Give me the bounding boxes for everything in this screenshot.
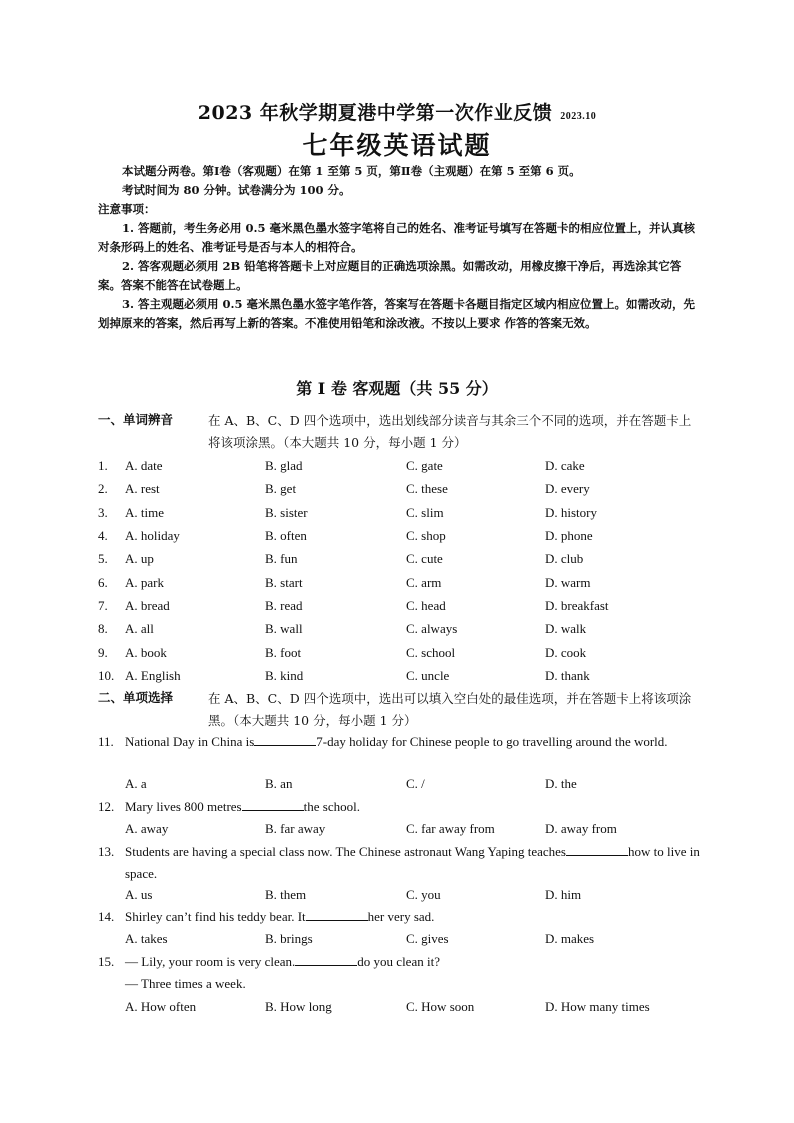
question-number: 7. — [98, 598, 108, 613]
stem-pre: Shirley can’t find his teddy bear. It — [125, 909, 306, 924]
question-number: 12. — [98, 799, 115, 814]
option-a: A. holiday — [125, 528, 180, 543]
question-number: 10. — [98, 668, 115, 683]
question-stem — [125, 841, 700, 885]
option-c: C. slim — [406, 505, 444, 520]
option-b: B. brings — [265, 931, 313, 946]
question-number: 5. — [98, 551, 108, 566]
note-2: 2. 答客观题必须用 2B 铅笔将答题卡上对应题目的正确选项涂黑。如需改动，用橡皮擦干净后，再选涂其它答案。答案不能答在试卷题上。 — [98, 259, 682, 292]
stem-pre: National Day in China is — [125, 734, 255, 749]
option-d: D. cook — [545, 645, 587, 660]
option-c: C. arm — [406, 575, 442, 590]
option-c: C. / — [406, 776, 425, 791]
question-number: 1. — [98, 458, 108, 473]
option-b: B. fun — [265, 551, 298, 566]
option-a: A. bread — [125, 598, 170, 613]
list-item — [98, 575, 698, 597]
list-item — [98, 481, 698, 503]
question-number: 11. — [98, 734, 114, 749]
option-a: A. time — [125, 505, 164, 520]
question-number: 13. — [98, 844, 115, 859]
option-c: C. How soon — [406, 999, 475, 1014]
option-a: A. a — [125, 776, 147, 791]
option-b: B. How long — [265, 999, 332, 1014]
options-row — [98, 999, 698, 1021]
stem-post: 7-day holiday for Chinese people to go travelling around the world. — [316, 734, 668, 749]
question-stem — [125, 906, 700, 928]
list-item — [98, 505, 698, 527]
option-d: D. history — [545, 505, 597, 520]
option-a: A. rest — [125, 481, 160, 496]
options-row — [98, 931, 698, 953]
option-a: A. us — [125, 887, 153, 902]
answer-blank — [254, 734, 316, 746]
question-reply: — Three times a week. — [125, 976, 246, 991]
option-c: C. cute — [406, 551, 443, 566]
notes-label: 注意事项： — [98, 202, 156, 216]
option-b: B. sister — [265, 505, 308, 520]
option-d: D. warm — [545, 575, 591, 590]
stem-post: do you clean it? — [357, 954, 440, 969]
question-number: 15. — [98, 954, 115, 969]
stem-post: how to live in space. — [125, 844, 700, 881]
question-number: 3. — [98, 505, 108, 520]
option-d: D. every — [545, 481, 590, 496]
option-b: B. wall — [265, 621, 303, 636]
part2-title: 二、单项选择 — [98, 690, 174, 705]
option-a: A. all — [125, 621, 154, 636]
option-b: B. far away — [265, 821, 326, 836]
option-a: A. How often — [125, 999, 197, 1014]
part2-desc: 在 A、B、C、D 四个选项中，选出可以填入空白处的最佳选项，并在答题卡上将该项涂黑。（本大题共 10 分，每小题 1 分） — [208, 691, 692, 728]
option-a: A. away — [125, 821, 169, 836]
option-a: A. takes — [125, 931, 168, 946]
option-b: B. glad — [265, 458, 303, 473]
option-d: D. away from — [545, 821, 617, 836]
option-a: A. park — [125, 575, 164, 590]
question-number: 8. — [98, 621, 108, 636]
option-d: D. walk — [545, 621, 587, 636]
exam-date: 2023.10 — [560, 111, 597, 122]
option-d: D. cake — [545, 458, 585, 473]
option-d: D. the — [545, 776, 577, 791]
question-number: 14. — [98, 909, 115, 924]
section-title: 第 I 卷 客观题（共 55 分） — [296, 379, 498, 398]
note-3: 3. 答主观题必须用 0.5 毫米黑色墨水签字笔作答，答案写在答题卡各题目指定区域内相应位置上。如需改动，先划掉原来的答案，然后再写上新的答案。不准使用铅笔和涂改液。不按以上要求 作答的答案无效。 — [98, 297, 696, 330]
option-d: D. him — [545, 887, 582, 902]
option-a: A. English — [125, 668, 181, 683]
question-stem — [125, 951, 700, 973]
option-b: B. kind — [265, 668, 304, 683]
option-d: D. club — [545, 551, 584, 566]
list-item — [98, 528, 698, 550]
exam-title — [0, 98, 794, 125]
option-a: A. book — [125, 645, 167, 660]
note-1: 1. 答题前，考生务必用 0.5 毫米黑色墨水签字笔将自己的姓名、准考证号填写在答题卡的相应位置上，并认真核对条形码上的姓名、准考证号是否与本人的相符合。 — [98, 221, 696, 254]
question-stem — [125, 731, 700, 753]
question-number: 2. — [98, 481, 108, 496]
list-item — [98, 645, 698, 667]
stem-pre: Students are having a special class now. The Chinese astronaut Wang Yaping teaches — [125, 844, 566, 859]
part1-title: 一、单词辨音 — [98, 412, 174, 427]
question-number: 6. — [98, 575, 108, 590]
list-item — [98, 551, 698, 573]
option-c: C. these — [406, 481, 448, 496]
option-d: D. thank — [545, 668, 590, 683]
answer-blank — [295, 954, 357, 966]
intro-line-1: 本试题分两卷。第Ⅰ卷（客观题）在第 1 至第 5 页，第Ⅱ卷（主观题）在第 5 至第 6 页。 — [122, 164, 581, 178]
option-c: C. school — [406, 645, 456, 660]
answer-blank — [242, 799, 304, 811]
answer-blank — [306, 909, 368, 921]
exam-subtitle: 七年级英语试题 — [302, 131, 492, 160]
option-c: C. far away from — [406, 821, 495, 836]
option-c: C. always — [406, 621, 458, 636]
list-item — [98, 598, 698, 620]
option-a: A. up — [125, 551, 154, 566]
option-b: B. them — [265, 887, 307, 902]
option-b: B. an — [265, 776, 293, 791]
intro-line-2: 考试时间为 80 分钟。试卷满分为 100 分。 — [122, 183, 351, 197]
list-item — [98, 621, 698, 643]
question-number: 4. — [98, 528, 108, 543]
option-c: C. gives — [406, 931, 449, 946]
option-b: B. read — [265, 598, 303, 613]
part1-desc: 在 A、B、C、D 四个选项中，选出划线部分读音与其余三个不同的选项，并在答题卡上将该项涂黑。（本大题共 10 分，每小题 1 分） — [208, 413, 692, 450]
stem-post: the school. — [303, 799, 360, 814]
option-d: D. makes — [545, 931, 595, 946]
option-c: C. uncle — [406, 668, 450, 683]
option-b: B. start — [265, 575, 303, 590]
question-stem — [125, 796, 700, 818]
option-d: D. phone — [545, 528, 593, 543]
stem-post: her very sad. — [367, 909, 435, 924]
option-b: B. foot — [265, 645, 302, 660]
answer-blank — [566, 844, 628, 856]
option-c: C. shop — [406, 528, 446, 543]
options-row — [98, 821, 698, 843]
list-item — [98, 458, 698, 480]
options-row — [98, 776, 698, 798]
option-b: B. often — [265, 528, 307, 543]
option-c: C. gate — [406, 458, 443, 473]
option-d: D. breakfast — [545, 598, 609, 613]
stem-pre: — Lily, your room is very clean. — [125, 954, 296, 969]
option-b: B. get — [265, 481, 297, 496]
stem-pre: Mary lives 800 metres — [125, 799, 242, 814]
option-c: C. you — [406, 887, 441, 902]
exam-title-text: 2023 年秋学期夏港中学第一次作业反馈 — [197, 102, 553, 124]
instructions — [98, 162, 698, 333]
question-number: 9. — [98, 645, 108, 660]
list-item — [98, 668, 698, 690]
option-a: A. date — [125, 458, 163, 473]
option-c: C. head — [406, 598, 446, 613]
option-d: D. How many times — [545, 999, 650, 1014]
